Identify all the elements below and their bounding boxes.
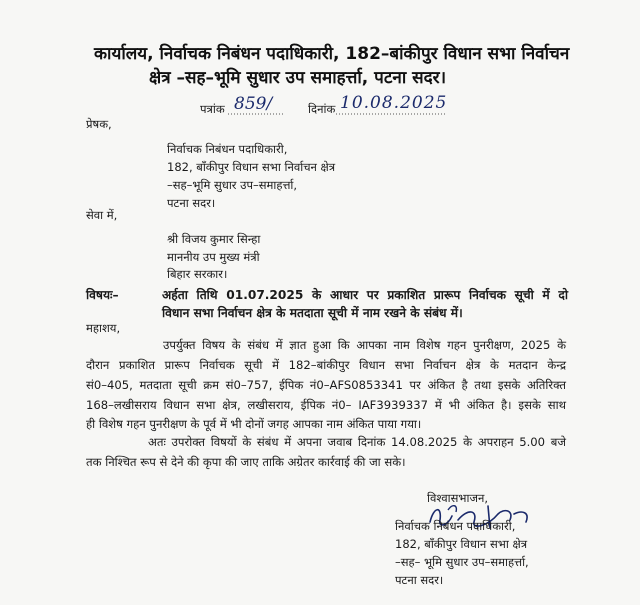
sign-off: विश्वासभाजन, — [427, 491, 489, 505]
subject-label: विषयः– — [86, 288, 119, 302]
paragraph1-line: सं0–405, मतदाता सूची क्रम सं0–757, ईपिक नं0–AFS0853341 पर अंकित है तथा इसके अतिरिक्त — [86, 378, 566, 392]
closing-line: 182, बाँकीपुर विधान सभा क्षेत्र — [395, 537, 528, 551]
paragraph2-line: तक निश्चित रूप से देने की कृपा की जाए ताकि अग्रेतर कार्रवाई की जा सके। — [86, 455, 406, 469]
recipient-line: माननीय उप मुख्य मंत्री — [167, 250, 260, 264]
subject-line: विधान सभा निर्वाचन क्षेत्र के मतदाता सूची में नाम रखने के संबंध में। — [162, 306, 463, 320]
recipient-label: सेवा में, — [86, 208, 118, 222]
closing-line: –सह– भूमि सुधार उप–समाहर्त्ता, — [395, 555, 529, 569]
sender-line: –सह–भूमि सुधार उप–समाहर्त्ता, — [167, 178, 298, 192]
patrank-dotted-line — [228, 112, 284, 116]
salutation: महाशय, — [86, 321, 121, 335]
patrank-value: 859/ — [234, 94, 273, 114]
dinank-label: दिनांक — [308, 102, 336, 116]
paragraph1-line: उपर्युक्त विषय के संबंध में ज्ञात हुआ कि आपका नाम विशेष गहन पुनरीक्षण, 2025 के — [163, 338, 566, 352]
subject-line: अर्हता तिथि 01.07.2025 के आधार पर प्रकाशित प्रारूप निर्वाचक सूची में दो — [162, 288, 568, 302]
paragraph1-line: 168–लखीसराय विधान सभा क्षेत्र, लखीसराय, ईपिक नं0– IAF3939337 में भी अंकित है। इसके साथ — [86, 398, 566, 412]
dinank-dotted-line — [336, 112, 446, 116]
paragraph2-line: अतः उपरोक्त विषयों के संबंध में अपना जवाब दिनांक 14.08.2025 के अपराहन 5.00 बजे — [148, 435, 566, 449]
office-heading-line1: कार्यालय, निर्वाचक निबंधन पदाधिकारी, 182–बांकीपुर विधान सभा निर्वाचन — [94, 44, 570, 64]
sender-line: 182, बाँकीपुर विधान सभा निर्वाचन क्षेत्र — [167, 160, 336, 174]
sender-label: प्रेषक, — [86, 117, 112, 131]
recipient-line: बिहार सरकार। — [167, 267, 228, 281]
dinank-value: 10.08.2025 — [340, 93, 448, 113]
closing-line: पटना सदर। — [395, 573, 444, 587]
closing-line: निर्वाचक निबंधन पदाधिकारी, — [395, 519, 516, 533]
paragraph1-line: ही विशेष गहन पुनरीक्षण के पूर्व में भी दोनों जगह आपका नाम अंकित पाया गया। — [86, 417, 422, 431]
patrank-label: पत्रांक — [200, 102, 225, 116]
recipient-line: श्री विजय कुमार सिन्हा — [167, 232, 261, 246]
sender-line: निर्वाचक निबंधन पदाधिकारी, — [167, 142, 288, 156]
sender-line: पटना सदर। — [167, 196, 216, 210]
paragraph1-line: दौरान प्रकाशित प्रारूप निर्वाचक सूची में 182–बांकीपुर विधान सभा निर्वाचन क्षेत्र के मतदान केन्द्र — [86, 358, 566, 372]
office-heading-line2: क्षेत्र –सह–भूमि सुधार उप समाहर्त्ता, पटना सदर। — [149, 68, 447, 88]
